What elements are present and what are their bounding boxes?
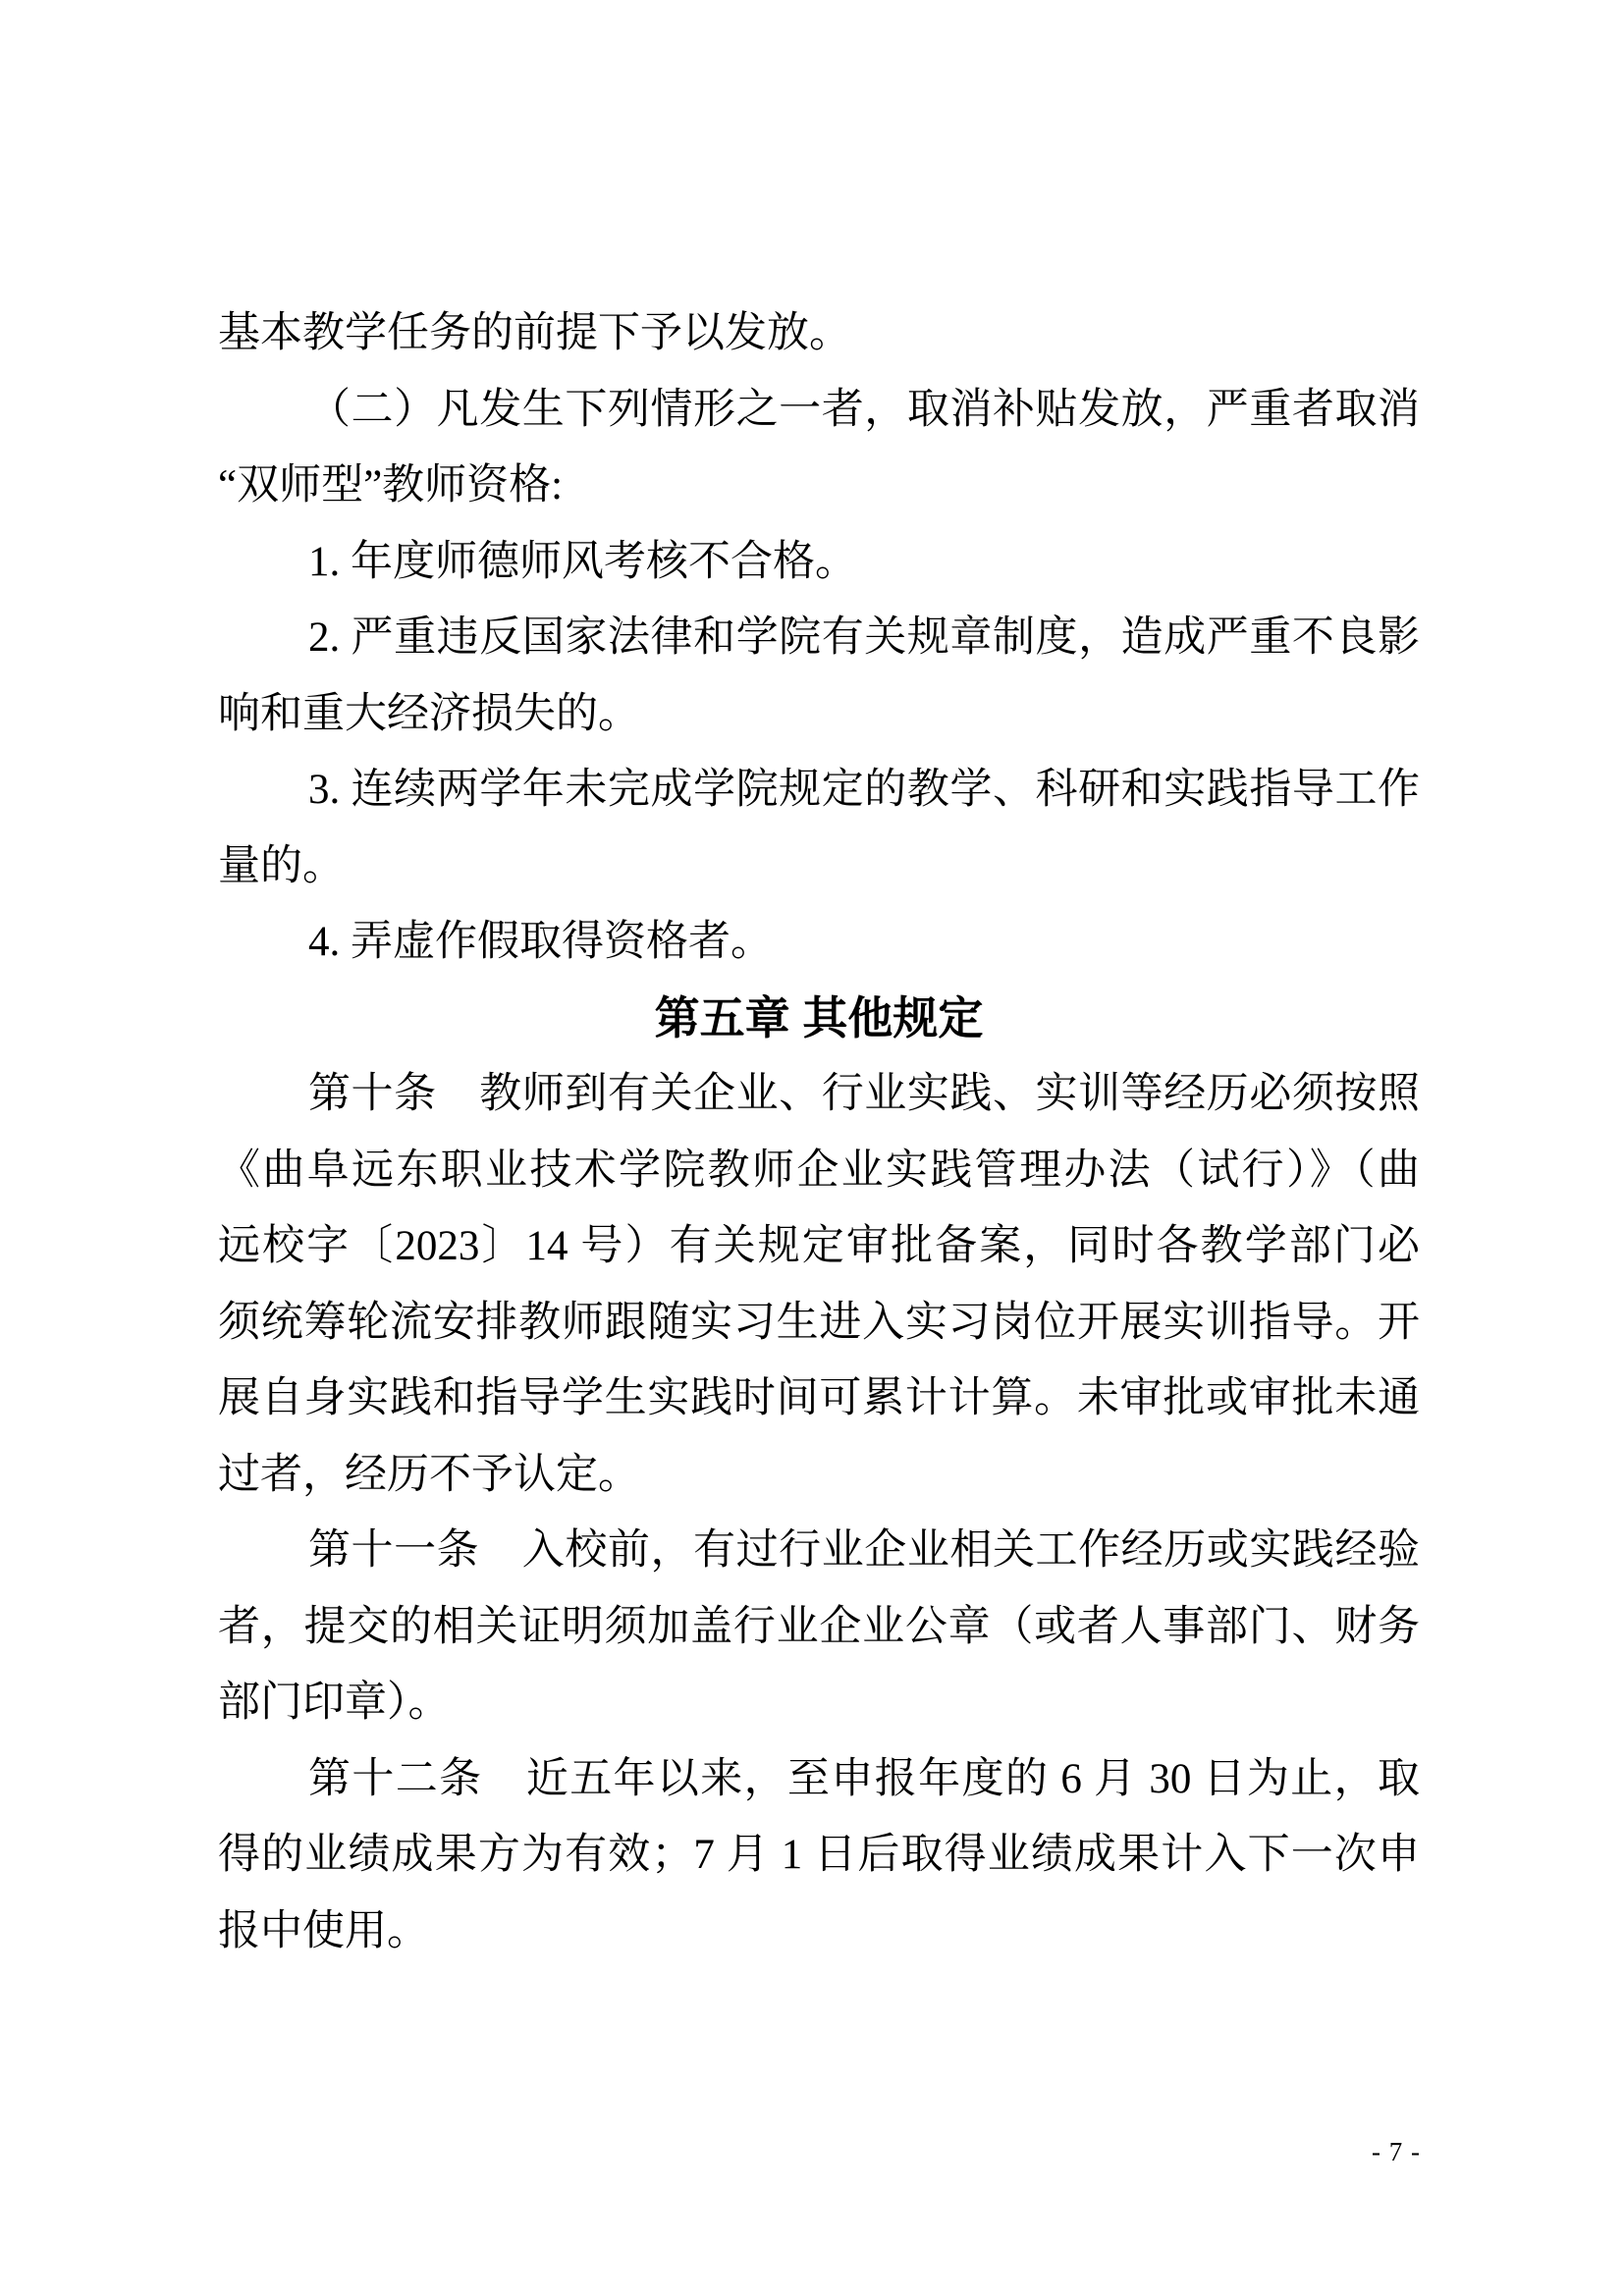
text-line: 须统筹轮流安排教师跟随实习生进入实习岗位开展实训指导。开 [218,1299,1420,1346]
text-line: 第十一条 入校前，有过行业企业相关工作经历或实践经验 [308,1527,1420,1574]
text-line: 远校字〔2023〕14 号）有关规定审批备案，同时各教学部门必 [218,1223,1420,1269]
page-number: - 7 - [1372,2137,1421,2166]
text-line: 过者，经历不予认定。 [218,1451,640,1498]
text-line: 第十二条 近五年以来，至申报年度的 6 月 30 日为止，取 [308,1755,1420,1802]
text-line: 1. 年度师德师风考核不合格。 [308,538,857,585]
text-line: 2. 严重违反国家法律和学院有关规章制度，造成严重不良影 [308,614,1420,661]
text-line: 响和重大经济损失的。 [218,690,640,737]
text-line: 基本教学任务的前提下予以发放。 [218,310,851,356]
text-line: 第十条 教师到有关企业、行业实践、实训等经历必须按照 [308,1071,1420,1117]
text-line: 《曲阜远东职业技术学院教师企业实践管理办法（试行）》（曲 [218,1147,1420,1194]
text-line: （二）凡发生下列情形之一者，取消补贴发放，严重者取消 [308,386,1420,433]
text-line: “双师型”教师资格: [218,462,564,508]
chapter-heading: 第五章 其他规定 [654,991,984,1043]
text-line: 展自身实践和指导学生实践时间可累计计算。未审批或审批未通 [218,1375,1420,1421]
text-line: 得的业绩成果方为有效；7 月 1 日后取得业绩成果计入下一次申 [218,1832,1420,1878]
text-line: 部门印章）。 [218,1680,451,1726]
text-line: 量的。 [218,842,345,889]
text-line: 报中使用。 [218,1907,429,1954]
text-line: 者，提交的相关证明须加盖行业企业公章（或者人事部门、财务 [218,1603,1420,1650]
text-line: 3. 连续两学年未完成学院规定的教学、科研和实践指导工作 [308,767,1420,813]
text-line: 4. 弄虚作假取得资格者。 [308,919,773,965]
document-body [218,295,1420,1969]
